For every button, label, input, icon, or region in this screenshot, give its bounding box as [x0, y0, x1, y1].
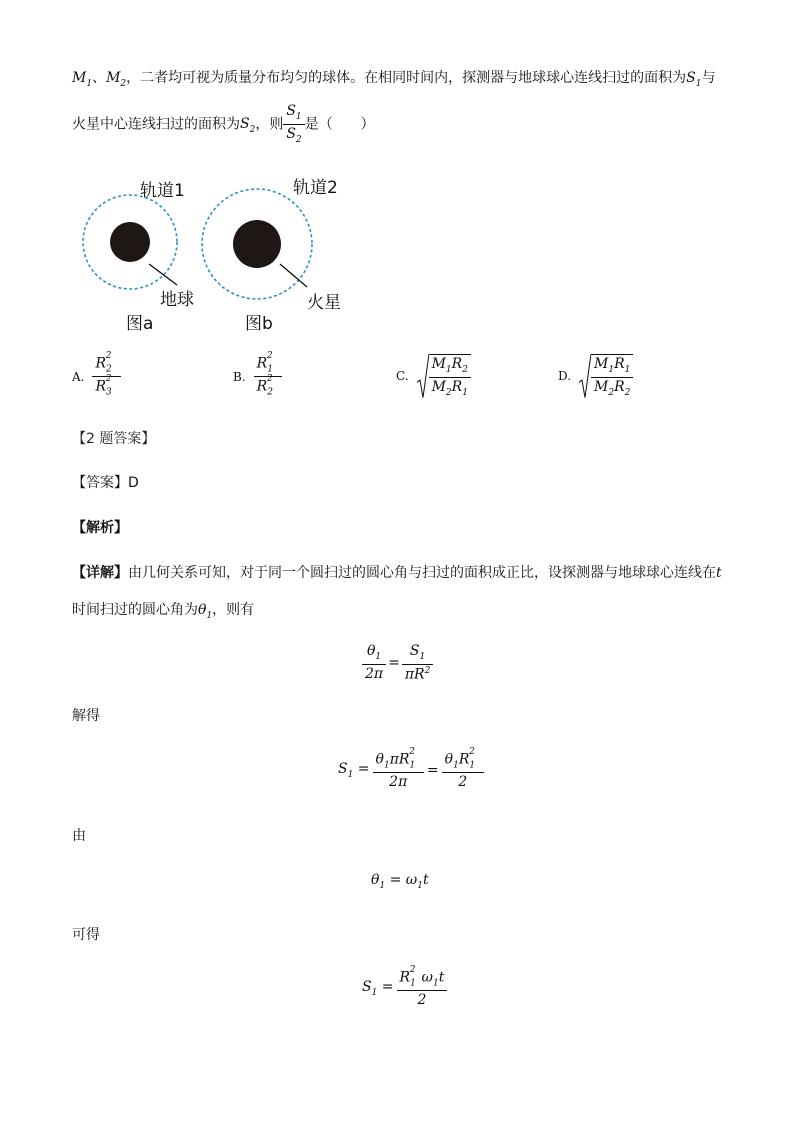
- fig-a-label: 图a: [126, 314, 154, 334]
- option-c[interactable]: C. $\frac{M_1R_2}{M_2R_1}$: [396, 354, 471, 398]
- equation-2: $S_1$ = $\frac{\theta_1\pi R_1^2}{2\pi}$ = $\frac{\theta_1R_1^2}{2}$: [338, 752, 484, 789]
- var-theta1: $\theta_1$: [198, 602, 213, 621]
- answer-heading: 【2 题答案】: [72, 431, 156, 447]
- option-d[interactable]: D. $\frac{M_1R_1}{M_2R_2}$: [558, 354, 633, 398]
- answer-value: D: [128, 475, 139, 491]
- option-a[interactable]: A. $\frac{R_2^2}{R_3^2}$: [72, 356, 121, 398]
- var-M2: $M_2$: [106, 70, 127, 89]
- mars-disk: [233, 220, 281, 268]
- detail-line-1: 【详解】由几何关系可知，对于同一个圆扫过的圆心角与扫过的面积成正比，设探测器与地球球心连线在t: [72, 565, 722, 581]
- detail-line-2: 时间扫过的圆心角为$\theta_1$，则有: [72, 602, 255, 621]
- question-line-1: $M_1$、$M_2$，二者均可视为质量分布均匀的球体。在相同时间内，探测器与地球球心连线扫过的面积为$S_1$与: [72, 70, 716, 89]
- equation-3: $\theta_1 = \omega_1t$: [371, 872, 429, 891]
- orbit-1-label: 轨道1: [140, 181, 185, 201]
- equation-4: $S_1$ = $\frac{R_1^2 \omega_1t}{2}$: [362, 970, 447, 1007]
- solve-label: 解得: [72, 708, 100, 724]
- ratio-s1-s2: $\frac{S_1}{S_2}$: [283, 104, 304, 145]
- analysis-tag: 【解析】: [72, 520, 128, 536]
- by-label: 由: [72, 828, 86, 844]
- earth-pointer: [149, 264, 177, 285]
- var-S1: $S_1$: [686, 70, 702, 89]
- fig-b-label: 图b: [245, 314, 273, 334]
- get-label: 可得: [72, 927, 100, 943]
- question-line-2: 火星中心连线扫过的面积为$S_2$，则 $\frac{S_1}{S_2}$ 是（ ）: [72, 103, 375, 145]
- answer-line: 【答案】D: [72, 475, 139, 491]
- var-S2: $S_2$: [240, 116, 256, 136]
- earth-disk: [110, 222, 150, 262]
- equation-1: $\frac{\theta_1}{2\pi}$ = $\frac{S_1}{\pi R^2}$: [362, 644, 433, 681]
- var-M1: $M_1$: [72, 70, 93, 89]
- mars-label: 火星: [307, 293, 341, 313]
- orbit-2-label: 轨道2: [293, 178, 338, 198]
- option-b[interactable]: B. $\frac{R_1^2}{R_2^2}$: [233, 356, 282, 398]
- earth-label: 地球: [160, 290, 194, 310]
